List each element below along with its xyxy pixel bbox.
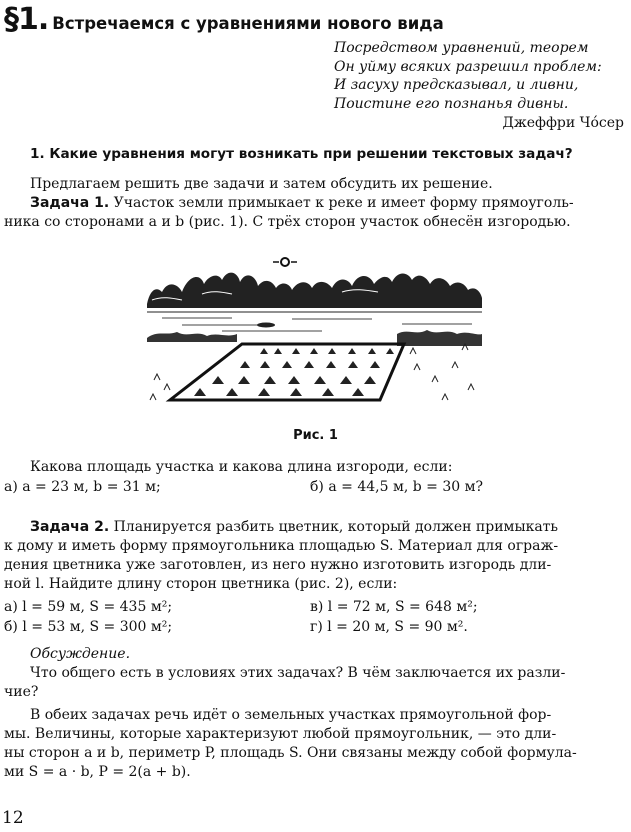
- task1-line: [30, 194, 574, 214]
- epigraph-line: И засуху предсказывал, и ливни,: [334, 77, 579, 93]
- subsection-title: 1. Какие уравнения могут возникать при решении текстовых задач?: [30, 146, 573, 162]
- plants: [194, 348, 394, 396]
- task2-label: Задача 2.: [30, 519, 110, 535]
- epigraph-line: Посредством уравнений, теорем: [334, 40, 589, 56]
- discussion-answer: ны сторон a и b, периметр P, площадь S. Они связаны между собой формула-: [4, 745, 577, 761]
- discussion-answer: мы. Величины, которые характеризуют любой прямоугольник, — это дли-: [4, 726, 557, 742]
- figure-field-by-river: [142, 250, 487, 410]
- page-number: 12: [2, 808, 24, 828]
- discussion-answer: ми S = a · b, P = 2(a + b).: [4, 764, 191, 780]
- sun-icon: [273, 258, 297, 266]
- discussion-label: Обсуждение.: [30, 646, 131, 662]
- task2-line: к дому и иметь форму прямоугольника площадью S. Материал для ограж-: [4, 538, 559, 554]
- task2-option-g: г) l = 20 м, S = 90 м².: [310, 619, 468, 635]
- task1-option-b: б) a = 44,5 м, b = 30 м?: [310, 479, 483, 495]
- task1-label: Задача 1.: [30, 195, 110, 211]
- discussion-question: чие?: [4, 684, 39, 700]
- task2-option-v: в) l = 72 м, S = 648 м²;: [310, 599, 478, 615]
- task2-line: дения цветника уже заготовлен, из него нужно изготовить изгородь дли-: [4, 557, 552, 573]
- land-plot: [170, 344, 404, 400]
- tree-line: [147, 273, 482, 308]
- task2-line: [30, 518, 558, 538]
- discussion-question: Что общего есть в условиях этих задачах? В чём заключается их разли-: [30, 665, 566, 681]
- epigraph-line: Он уйму всяких разрешил проблем:: [334, 58, 602, 75]
- discussion-answer: В обеих задачах речь идёт о земельных участках прямоугольной фор-: [30, 707, 552, 723]
- task1-text: Участок земли примыкает к реке и имеет форму прямоуголь-: [113, 195, 574, 211]
- epigraph: [334, 39, 629, 113]
- epigraph-author: Джеффри Чóсер: [502, 115, 624, 131]
- section-title: Встречаемся с уравнениями нового вида: [52, 14, 444, 33]
- task1-question: Какова площадь участка и какова длина изгороди, если:: [30, 459, 453, 475]
- section-heading: [4, 2, 444, 37]
- task2-line: ной l. Найдите длину сторон цветника (рис. 2), если:: [4, 576, 398, 592]
- section-number: §1.: [4, 2, 49, 37]
- task2-text: Планируется разбить цветник, который должен примыкать: [113, 519, 559, 535]
- boat: [257, 323, 275, 328]
- task1-line: ника со сторонами a и b (рис. 1). С трёх сторон участок обнесён изгородью.: [4, 214, 571, 230]
- task2-option-a: а) l = 59 м, S = 435 м²;: [4, 599, 173, 615]
- task1-option-a: а) a = 23 м, b = 31 м;: [4, 479, 161, 495]
- river: [147, 312, 482, 331]
- task2-option-b: б) l = 53 м, S = 300 м²;: [4, 619, 173, 635]
- epigraph-line: Поистине его познанья дивны.: [334, 95, 569, 112]
- figure-caption: Рис. 1: [293, 428, 338, 443]
- intro-paragraph: Предлагаем решить две задачи и затем обсудить их решение.: [30, 176, 493, 192]
